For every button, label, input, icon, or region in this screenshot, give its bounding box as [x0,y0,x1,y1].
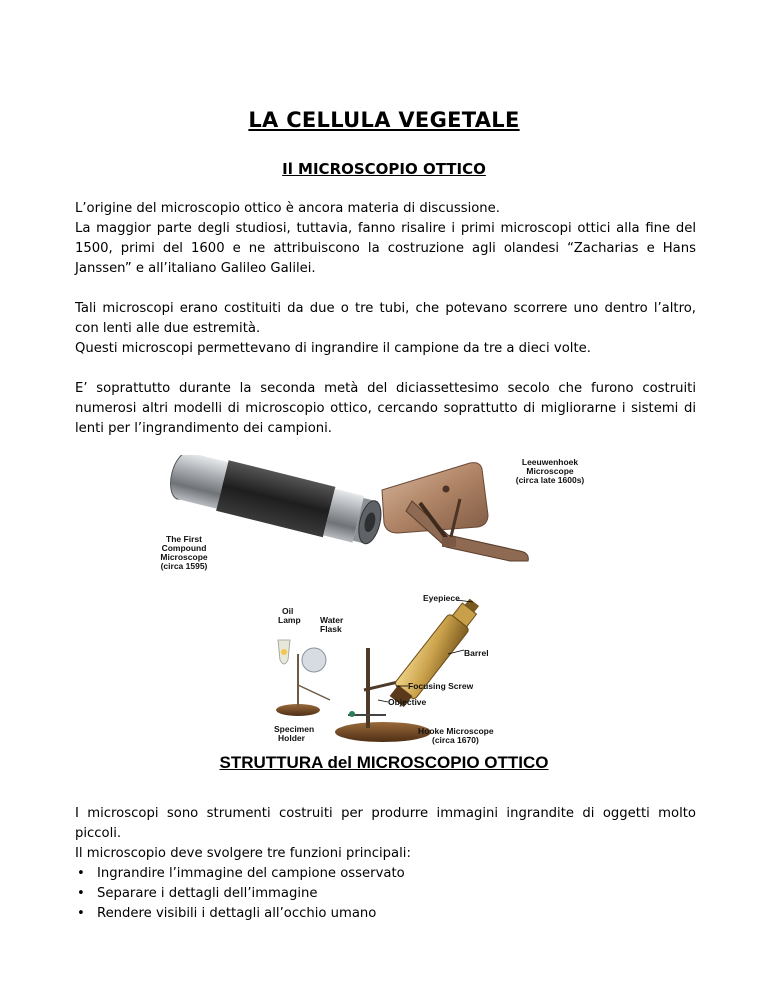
list-item [75,884,405,904]
svg-text:Microscope: Microscope [526,466,574,476]
svg-text:Water: Water [320,615,344,625]
svg-text:Compound: Compound [161,543,207,553]
section-subtitle: Il MICROSCOPIO OTTICO [282,160,486,178]
svg-text:(circa 1670): (circa 1670) [432,735,479,745]
svg-text:Holder: Holder [278,733,305,743]
paragraph-tubes [75,299,696,359]
svg-text:(circa 1595): (circa 1595) [160,561,208,571]
functions-list [75,864,405,924]
section-heading-structure: STRUTTURA del MICROSCOPIO OTTICO [219,753,549,772]
svg-text:Microscope: Microscope [160,552,208,562]
svg-text:Leeuwenhoek: Leeuwenhoek [521,457,579,467]
svg-text:Objective: Objective [388,697,427,707]
leeuwenhoek-microscope-caption [516,457,585,485]
bullet-icon: • [77,886,85,901]
hooke-microscope-figure [268,590,508,750]
svg-text:Hooke Microscope: Hooke Microscope [418,726,494,736]
paragraph-seventeenth-century: E’ soprattutto durante la seconda metà del diciassettesimo secolo che furono costruiti numerosi altri modelli di microscopio ottico, cercando soprattutto di migliorarne i sistemi di lenti per l’ingrandimento dei campioni. [75,381,696,436]
paragraph-line: La maggior parte degli studiosi, tuttavia, fanno risalire i primi microscopi ottici alla fine del 1500, primi del 1600 e ne attribuiscono la costruzione agli olandesi “Zacharias e Hans Janssen” e all’italiano Galileo Galilei. [75,221,696,276]
svg-text:Eyepiece: Eyepiece [423,593,460,603]
paragraph-line: L’origine del microscopio ottico è ancora materia di discussione. [75,201,500,216]
bullet-icon: • [77,866,85,881]
paragraph-line: I microscopi sono strumenti costruiti per produrre immagini ingrandite di oggetti molto piccoli. [75,806,696,841]
paragraph-line: Questi microscopi permettevano di ingrandire il campione da tre a dieci volte. [75,341,591,356]
list-item-text: Separare i dettagli dell’immagine [97,886,318,901]
svg-text:Specimen: Specimen [274,724,315,734]
first-compound-microscope-caption [160,534,208,571]
paragraph-origin [75,199,696,279]
list-item-text: Rendere visibili i dettagli all’occhio umano [97,906,377,921]
paragraph-line: Tali microscopi erano costituiti da due o tre tubi, che potevano scorrere uno dentro l’altro, con lenti alle due estremità. [75,301,696,336]
list-item-text: Ingrandire l’immagine del campione osservato [97,866,405,881]
svg-text:Lamp: Lamp [278,615,301,625]
svg-text:The First: The First [166,534,202,544]
svg-text:Flask: Flask [320,624,342,634]
svg-text:Focusing Screw: Focusing Screw [408,681,474,691]
paragraph-line: Il microscopio deve svolgere tre funzioni principali: [75,846,411,861]
early-microscopes-figure [150,455,610,585]
list-item [75,864,405,884]
list-item [75,904,405,924]
svg-text:(circa late 1600s): (circa late 1600s) [515,475,585,485]
document-title: LA CELLULA VEGETALE [248,108,520,132]
hooke-microscope-image [276,594,485,742]
leeuwenhoek-microscope-image [382,463,528,561]
bullet-icon: • [77,906,85,921]
paragraph-structure-intro [75,804,696,864]
svg-text:Oil: Oil [282,606,294,616]
svg-text:Barrel: Barrel [464,648,489,658]
